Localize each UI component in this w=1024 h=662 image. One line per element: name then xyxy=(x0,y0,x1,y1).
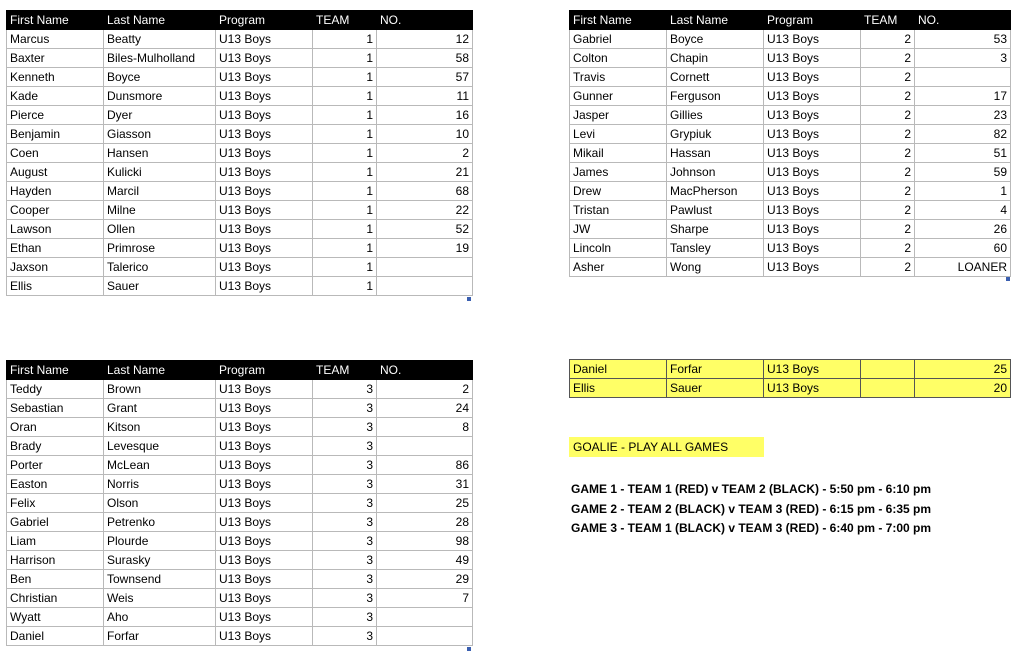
table-cell[interactable]: Daniel xyxy=(570,360,667,379)
table-row xyxy=(7,106,473,125)
table-cell[interactable]: U13 Boys xyxy=(764,379,861,398)
table-cell[interactable]: 3 xyxy=(313,494,377,513)
table-cell[interactable]: 1 xyxy=(313,258,377,277)
table-row xyxy=(7,49,473,68)
team1-roster-table xyxy=(6,10,473,296)
table-cell[interactable]: Felix xyxy=(7,494,104,513)
table-cell[interactable]: August xyxy=(7,163,104,182)
table-cell[interactable]: Wong xyxy=(667,258,764,277)
table-cell[interactable]: Kitson xyxy=(104,418,216,437)
table-cell[interactable]: U13 Boys xyxy=(216,475,313,494)
table-cell[interactable]: Hayden xyxy=(7,182,104,201)
table-cell[interactable]: Kade xyxy=(7,87,104,106)
table-cell[interactable]: 68 xyxy=(377,182,473,201)
table-cell[interactable]: U13 Boys xyxy=(216,589,313,608)
table-cell[interactable]: 25 xyxy=(377,494,473,513)
table-row xyxy=(7,589,473,608)
table-cell[interactable]: Gabriel xyxy=(7,513,104,532)
table-cell[interactable]: 52 xyxy=(377,220,473,239)
table-cell[interactable]: Kulicki xyxy=(104,163,216,182)
table-row xyxy=(7,627,473,646)
header-row xyxy=(570,11,1011,30)
table-cell[interactable]: 2 xyxy=(861,106,915,125)
table-cell[interactable]: 2 xyxy=(861,201,915,220)
team3-roster-table xyxy=(6,360,473,646)
table-cell[interactable]: 23 xyxy=(915,106,1011,125)
column-header[interactable]: NO. xyxy=(377,361,473,380)
table-cell[interactable]: Travis xyxy=(570,68,667,87)
goalie-note: GOALIE - PLAY ALL GAMES xyxy=(569,437,764,457)
table-cell[interactable]: 2 xyxy=(861,30,915,49)
table-cell[interactable]: 2 xyxy=(861,258,915,277)
table-cell[interactable]: Cooper xyxy=(7,201,104,220)
table-cell[interactable]: 1 xyxy=(313,182,377,201)
table-row xyxy=(7,513,473,532)
table-row xyxy=(7,551,473,570)
table-cell[interactable]: 60 xyxy=(915,239,1011,258)
table-cell[interactable]: Wyatt xyxy=(7,608,104,627)
table-cell[interactable]: 1 xyxy=(313,87,377,106)
table-cell[interactable]: Sebastian xyxy=(7,399,104,418)
table-cell[interactable]: U13 Boys xyxy=(764,220,861,239)
table-cell[interactable]: Gabriel xyxy=(570,30,667,49)
table-row xyxy=(570,125,1011,144)
table-cell[interactable]: Dyer xyxy=(104,106,216,125)
table-cell[interactable]: 2 xyxy=(861,182,915,201)
table-cell[interactable]: U13 Boys xyxy=(764,144,861,163)
table-cell[interactable]: Ellis xyxy=(570,379,667,398)
table-cell[interactable]: U13 Boys xyxy=(764,68,861,87)
table-cell[interactable]: Ethan xyxy=(7,239,104,258)
column-header[interactable]: Program xyxy=(764,11,861,30)
table-cell[interactable]: 19 xyxy=(377,239,473,258)
table-cell[interactable]: Ferguson xyxy=(667,87,764,106)
table-cell[interactable]: Gillies xyxy=(667,106,764,125)
table-cell[interactable] xyxy=(377,437,473,456)
team2-roster-table xyxy=(569,10,1011,277)
table-cell[interactable]: 2 xyxy=(861,68,915,87)
table-row xyxy=(7,418,473,437)
table-cell[interactable]: 1 xyxy=(313,220,377,239)
table-cell[interactable]: 58 xyxy=(377,49,473,68)
table-cell[interactable]: Baxter xyxy=(7,49,104,68)
table-cell[interactable]: U13 Boys xyxy=(216,551,313,570)
table-cell[interactable] xyxy=(915,68,1011,87)
table-row xyxy=(7,201,473,220)
table-cell[interactable]: U13 Boys xyxy=(216,239,313,258)
table-cell[interactable]: U13 Boys xyxy=(216,220,313,239)
table-cell[interactable]: 8 xyxy=(377,418,473,437)
table-row xyxy=(7,494,473,513)
column-header[interactable]: TEAM xyxy=(313,11,377,30)
table-row xyxy=(7,125,473,144)
table-cell[interactable]: Tristan xyxy=(570,201,667,220)
table-cell[interactable]: 1 xyxy=(915,182,1011,201)
table-cell[interactable]: Hassan xyxy=(667,144,764,163)
table-cell[interactable]: Milne xyxy=(104,201,216,220)
table-cell[interactable]: 49 xyxy=(377,551,473,570)
table-row xyxy=(7,258,473,277)
table-cell[interactable]: U13 Boys xyxy=(216,49,313,68)
table-cell[interactable]: Chapin xyxy=(667,49,764,68)
table-cell[interactable]: 1 xyxy=(313,201,377,220)
table-cell[interactable]: 2 xyxy=(861,125,915,144)
table-cell[interactable]: Marcil xyxy=(104,182,216,201)
table-cell[interactable]: James xyxy=(570,163,667,182)
table-cell[interactable]: U13 Boys xyxy=(216,163,313,182)
table-cell[interactable]: 16 xyxy=(377,106,473,125)
table-cell[interactable]: Hansen xyxy=(104,144,216,163)
table-row xyxy=(7,87,473,106)
table-cell[interactable]: JW xyxy=(570,220,667,239)
table-cell[interactable]: Beatty xyxy=(104,30,216,49)
table-row xyxy=(7,239,473,258)
table-cell[interactable]: U13 Boys xyxy=(216,182,313,201)
table-cell[interactable]: U13 Boys xyxy=(216,201,313,220)
table-cell[interactable]: U13 Boys xyxy=(764,360,861,379)
table-cell[interactable]: 12 xyxy=(377,30,473,49)
header-row xyxy=(7,11,473,30)
table-row xyxy=(7,144,473,163)
table-row xyxy=(7,475,473,494)
table-row xyxy=(570,201,1011,220)
table-cell[interactable]: 3 xyxy=(313,513,377,532)
table-cell[interactable]: U13 Boys xyxy=(216,125,313,144)
table-cell[interactable]: 1 xyxy=(313,125,377,144)
table-cell[interactable]: Pierce xyxy=(7,106,104,125)
table-cell[interactable]: 31 xyxy=(377,475,473,494)
column-header[interactable]: NO. xyxy=(915,11,1011,30)
table-cell[interactable]: Forfar xyxy=(104,627,216,646)
table-cell[interactable]: McLean xyxy=(104,456,216,475)
table-cell[interactable]: U13 Boys xyxy=(764,258,861,277)
table-row xyxy=(570,220,1011,239)
table-cell[interactable]: Kenneth xyxy=(7,68,104,87)
table-cell[interactable]: 57 xyxy=(377,68,473,87)
table-cell[interactable]: 2 xyxy=(861,144,915,163)
table-cell[interactable]: 7 xyxy=(377,589,473,608)
column-header[interactable]: Last Name xyxy=(104,11,216,30)
table-cell[interactable]: U13 Boys xyxy=(764,163,861,182)
table-cell[interactable]: 2 xyxy=(377,144,473,163)
table-row xyxy=(7,182,473,201)
table-cell[interactable]: 1 xyxy=(313,239,377,258)
table-cell[interactable]: 1 xyxy=(313,163,377,182)
table-cell[interactable]: Weis xyxy=(104,589,216,608)
table-cell[interactable]: 1 xyxy=(313,277,377,296)
table-cell[interactable]: 25 xyxy=(915,360,1011,379)
table-cell[interactable]: Liam xyxy=(7,532,104,551)
table-cell[interactable]: U13 Boys xyxy=(764,125,861,144)
table-row xyxy=(570,87,1011,106)
table-cell[interactable]: Jasper xyxy=(570,106,667,125)
table-cell[interactable]: Biles-Mulholland xyxy=(104,49,216,68)
table-cell[interactable]: U13 Boys xyxy=(216,68,313,87)
schedule-line-game-1: GAME 1 - TEAM 1 (RED) v TEAM 2 (BLACK) - 5:50 pm - 6:10 pm xyxy=(571,482,932,496)
table-row xyxy=(7,570,473,589)
table-cell[interactable]: Norris xyxy=(104,475,216,494)
table-cell[interactable]: U13 Boys xyxy=(216,399,313,418)
table-cell[interactable] xyxy=(377,277,473,296)
table-cell[interactable]: 10 xyxy=(377,125,473,144)
table-cell[interactable]: 1 xyxy=(313,106,377,125)
table-cell[interactable]: U13 Boys xyxy=(764,239,861,258)
table-cell[interactable]: 4 xyxy=(915,201,1011,220)
table-cell[interactable]: 3 xyxy=(313,551,377,570)
table-cell[interactable]: 22 xyxy=(377,201,473,220)
table-cell[interactable]: 3 xyxy=(313,437,377,456)
table-cell[interactable] xyxy=(377,627,473,646)
table-cell[interactable]: Oran xyxy=(7,418,104,437)
table-cell[interactable]: U13 Boys xyxy=(216,418,313,437)
table-cell[interactable]: 2 xyxy=(861,220,915,239)
column-header[interactable]: NO. xyxy=(377,11,473,30)
table-cell[interactable]: 3 xyxy=(313,475,377,494)
table-cell[interactable]: 3 xyxy=(313,608,377,627)
table-cell[interactable]: Asher xyxy=(570,258,667,277)
table-cell[interactable] xyxy=(377,258,473,277)
table-cell[interactable]: 3 xyxy=(313,570,377,589)
column-header[interactable]: Last Name xyxy=(667,11,764,30)
table-cell[interactable]: 3 xyxy=(313,532,377,551)
table-cell[interactable]: U13 Boys xyxy=(216,608,313,627)
table-row xyxy=(7,68,473,87)
table-cell[interactable]: 26 xyxy=(915,220,1011,239)
table-cell[interactable]: U13 Boys xyxy=(764,106,861,125)
table-cell[interactable]: Brady xyxy=(7,437,104,456)
table-cell[interactable]: Mikail xyxy=(570,144,667,163)
table-cell[interactable]: Sauer xyxy=(667,379,764,398)
table-cell[interactable]: 3 xyxy=(313,627,377,646)
table-cell[interactable]: Jaxson xyxy=(7,258,104,277)
table-cell[interactable]: Lincoln xyxy=(570,239,667,258)
table-row xyxy=(7,456,473,475)
table-cell[interactable]: 3 xyxy=(313,399,377,418)
column-header[interactable]: First Name xyxy=(570,11,667,30)
table-cell[interactable]: Grypiuk xyxy=(667,125,764,144)
table-cell[interactable]: Boyce xyxy=(667,30,764,49)
table-cell[interactable]: 28 xyxy=(377,513,473,532)
table-cell[interactable]: 21 xyxy=(377,163,473,182)
table-cell[interactable]: Aho xyxy=(104,608,216,627)
table-cell[interactable]: 1 xyxy=(313,30,377,49)
table-row xyxy=(7,163,473,182)
table-row xyxy=(7,380,473,399)
table-cell[interactable]: 1 xyxy=(313,144,377,163)
table-cell[interactable]: 82 xyxy=(915,125,1011,144)
table-cell[interactable] xyxy=(861,379,915,398)
table-cell[interactable]: U13 Boys xyxy=(216,30,313,49)
column-header[interactable]: TEAM xyxy=(861,11,915,30)
table-cell[interactable]: Cornett xyxy=(667,68,764,87)
table-cell[interactable]: MacPherson xyxy=(667,182,764,201)
column-header[interactable]: First Name xyxy=(7,11,104,30)
table-cell[interactable]: Daniel xyxy=(7,627,104,646)
table-cell[interactable]: Pawlust xyxy=(667,201,764,220)
table-row xyxy=(570,30,1011,49)
column-header[interactable]: TEAM xyxy=(313,361,377,380)
cell-resize-handle[interactable] xyxy=(467,647,471,651)
table-cell[interactable]: U13 Boys xyxy=(216,494,313,513)
column-header[interactable]: First Name xyxy=(7,361,104,380)
table-cell[interactable]: Marcus xyxy=(7,30,104,49)
table-row xyxy=(570,239,1011,258)
table-cell[interactable]: U13 Boys xyxy=(764,87,861,106)
table-row xyxy=(7,277,473,296)
table-cell[interactable]: Drew xyxy=(570,182,667,201)
table-row xyxy=(570,106,1011,125)
table-cell[interactable]: 3 xyxy=(915,49,1011,68)
table-cell[interactable]: Levi xyxy=(570,125,667,144)
goalies-table xyxy=(569,359,1011,398)
table-row xyxy=(570,49,1011,68)
table-cell[interactable]: LOANER xyxy=(915,258,1011,277)
table-cell[interactable]: U13 Boys xyxy=(216,380,313,399)
table-row xyxy=(570,163,1011,182)
table-cell[interactable]: 1 xyxy=(313,49,377,68)
table-row xyxy=(570,379,1011,398)
table-cell[interactable]: 3 xyxy=(313,456,377,475)
table-cell[interactable]: Harrison xyxy=(7,551,104,570)
table-cell[interactable]: 98 xyxy=(377,532,473,551)
table-cell[interactable]: Sauer xyxy=(104,277,216,296)
table-cell[interactable]: Surasky xyxy=(104,551,216,570)
table-cell[interactable]: U13 Boys xyxy=(216,106,313,125)
table-cell[interactable]: Lawson xyxy=(7,220,104,239)
table-cell[interactable]: Colton xyxy=(570,49,667,68)
table-cell[interactable]: U13 Boys xyxy=(216,532,313,551)
table-cell[interactable]: U13 Boys xyxy=(764,30,861,49)
table-row xyxy=(570,182,1011,201)
table-cell[interactable]: 86 xyxy=(377,456,473,475)
table-cell[interactable]: 20 xyxy=(915,379,1011,398)
table-cell[interactable]: Christian xyxy=(7,589,104,608)
table-row xyxy=(570,68,1011,87)
cell-resize-handle[interactable] xyxy=(467,297,471,301)
table-cell[interactable]: Ellis xyxy=(7,277,104,296)
table-row xyxy=(570,258,1011,277)
table-cell[interactable]: 2 xyxy=(861,163,915,182)
table-cell[interactable]: U13 Boys xyxy=(216,437,313,456)
table-cell[interactable]: Teddy xyxy=(7,380,104,399)
table-cell[interactable]: 53 xyxy=(915,30,1011,49)
table-row xyxy=(7,437,473,456)
table-cell[interactable]: Coen xyxy=(7,144,104,163)
table-row xyxy=(7,399,473,418)
table-cell[interactable]: Easton xyxy=(7,475,104,494)
header-row xyxy=(7,361,473,380)
table-cell[interactable]: 2 xyxy=(861,239,915,258)
table-cell[interactable]: 29 xyxy=(377,570,473,589)
table-cell[interactable]: 24 xyxy=(377,399,473,418)
table-cell[interactable]: 59 xyxy=(915,163,1011,182)
table-cell[interactable]: U13 Boys xyxy=(216,627,313,646)
table-cell[interactable]: Levesque xyxy=(104,437,216,456)
table-row xyxy=(7,30,473,49)
table-cell[interactable] xyxy=(377,608,473,627)
table-cell[interactable]: 3 xyxy=(313,589,377,608)
table-cell[interactable]: Sharpe xyxy=(667,220,764,239)
table-cell[interactable]: U13 Boys xyxy=(216,144,313,163)
table-cell[interactable]: 1 xyxy=(313,68,377,87)
table-cell[interactable]: 11 xyxy=(377,87,473,106)
table-cell[interactable]: Talerico xyxy=(104,258,216,277)
table-cell[interactable]: U13 Boys xyxy=(216,87,313,106)
table-cell[interactable]: Grant xyxy=(104,399,216,418)
table-cell[interactable]: Porter xyxy=(7,456,104,475)
table-cell[interactable]: Ollen xyxy=(104,220,216,239)
table-cell[interactable]: U13 Boys xyxy=(216,258,313,277)
column-header[interactable]: Program xyxy=(216,11,313,30)
table-row xyxy=(570,144,1011,163)
table-cell[interactable]: Plourde xyxy=(104,532,216,551)
schedule-line-game-2: GAME 2 - TEAM 2 (BLACK) v TEAM 3 (RED) - 6:15 pm - 6:35 pm xyxy=(571,501,932,516)
table-cell[interactable]: U13 Boys xyxy=(764,49,861,68)
table-cell[interactable]: Gunner xyxy=(570,87,667,106)
table-row xyxy=(7,532,473,551)
table-cell[interactable]: U13 Boys xyxy=(764,182,861,201)
table-row xyxy=(570,360,1011,379)
table-cell[interactable]: U13 Boys xyxy=(216,277,313,296)
table-cell[interactable]: Tansley xyxy=(667,239,764,258)
table-cell[interactable]: Dunsmore xyxy=(104,87,216,106)
table-row xyxy=(7,608,473,627)
table-cell[interactable]: U13 Boys xyxy=(216,570,313,589)
table-cell[interactable] xyxy=(861,360,915,379)
table-cell[interactable]: Benjamin xyxy=(7,125,104,144)
table-cell[interactable]: 2 xyxy=(377,380,473,399)
table-cell[interactable]: 3 xyxy=(313,418,377,437)
table-cell[interactable]: Johnson xyxy=(667,163,764,182)
table-cell[interactable]: Forfar xyxy=(667,360,764,379)
table-cell[interactable]: Boyce xyxy=(104,68,216,87)
table-cell[interactable]: 3 xyxy=(313,380,377,399)
table-cell[interactable]: Primrose xyxy=(104,239,216,258)
table-cell[interactable]: U13 Boys xyxy=(764,201,861,220)
cell-resize-handle[interactable] xyxy=(1006,277,1010,281)
table-cell[interactable]: U13 Boys xyxy=(216,456,313,475)
table-cell[interactable]: Brown xyxy=(104,380,216,399)
table-cell[interactable]: 2 xyxy=(861,49,915,68)
table-row xyxy=(7,220,473,239)
table-cell[interactable]: 17 xyxy=(915,87,1011,106)
schedule-line-game-3: GAME 3 - TEAM 1 (BLACK) v TEAM 3 (RED) - 6:40 pm - 7:00 pm xyxy=(571,521,932,535)
table-cell[interactable]: 2 xyxy=(861,87,915,106)
table-cell[interactable]: 51 xyxy=(915,144,1011,163)
game-schedule xyxy=(571,480,931,539)
column-header[interactable]: Last Name xyxy=(104,361,216,380)
table-cell[interactable]: U13 Boys xyxy=(216,513,313,532)
table-cell[interactable]: Giasson xyxy=(104,125,216,144)
table-cell[interactable]: Ben xyxy=(7,570,104,589)
table-cell[interactable]: Townsend xyxy=(104,570,216,589)
table-cell[interactable]: Olson xyxy=(104,494,216,513)
table-cell[interactable]: Petrenko xyxy=(104,513,216,532)
column-header[interactable]: Program xyxy=(216,361,313,380)
